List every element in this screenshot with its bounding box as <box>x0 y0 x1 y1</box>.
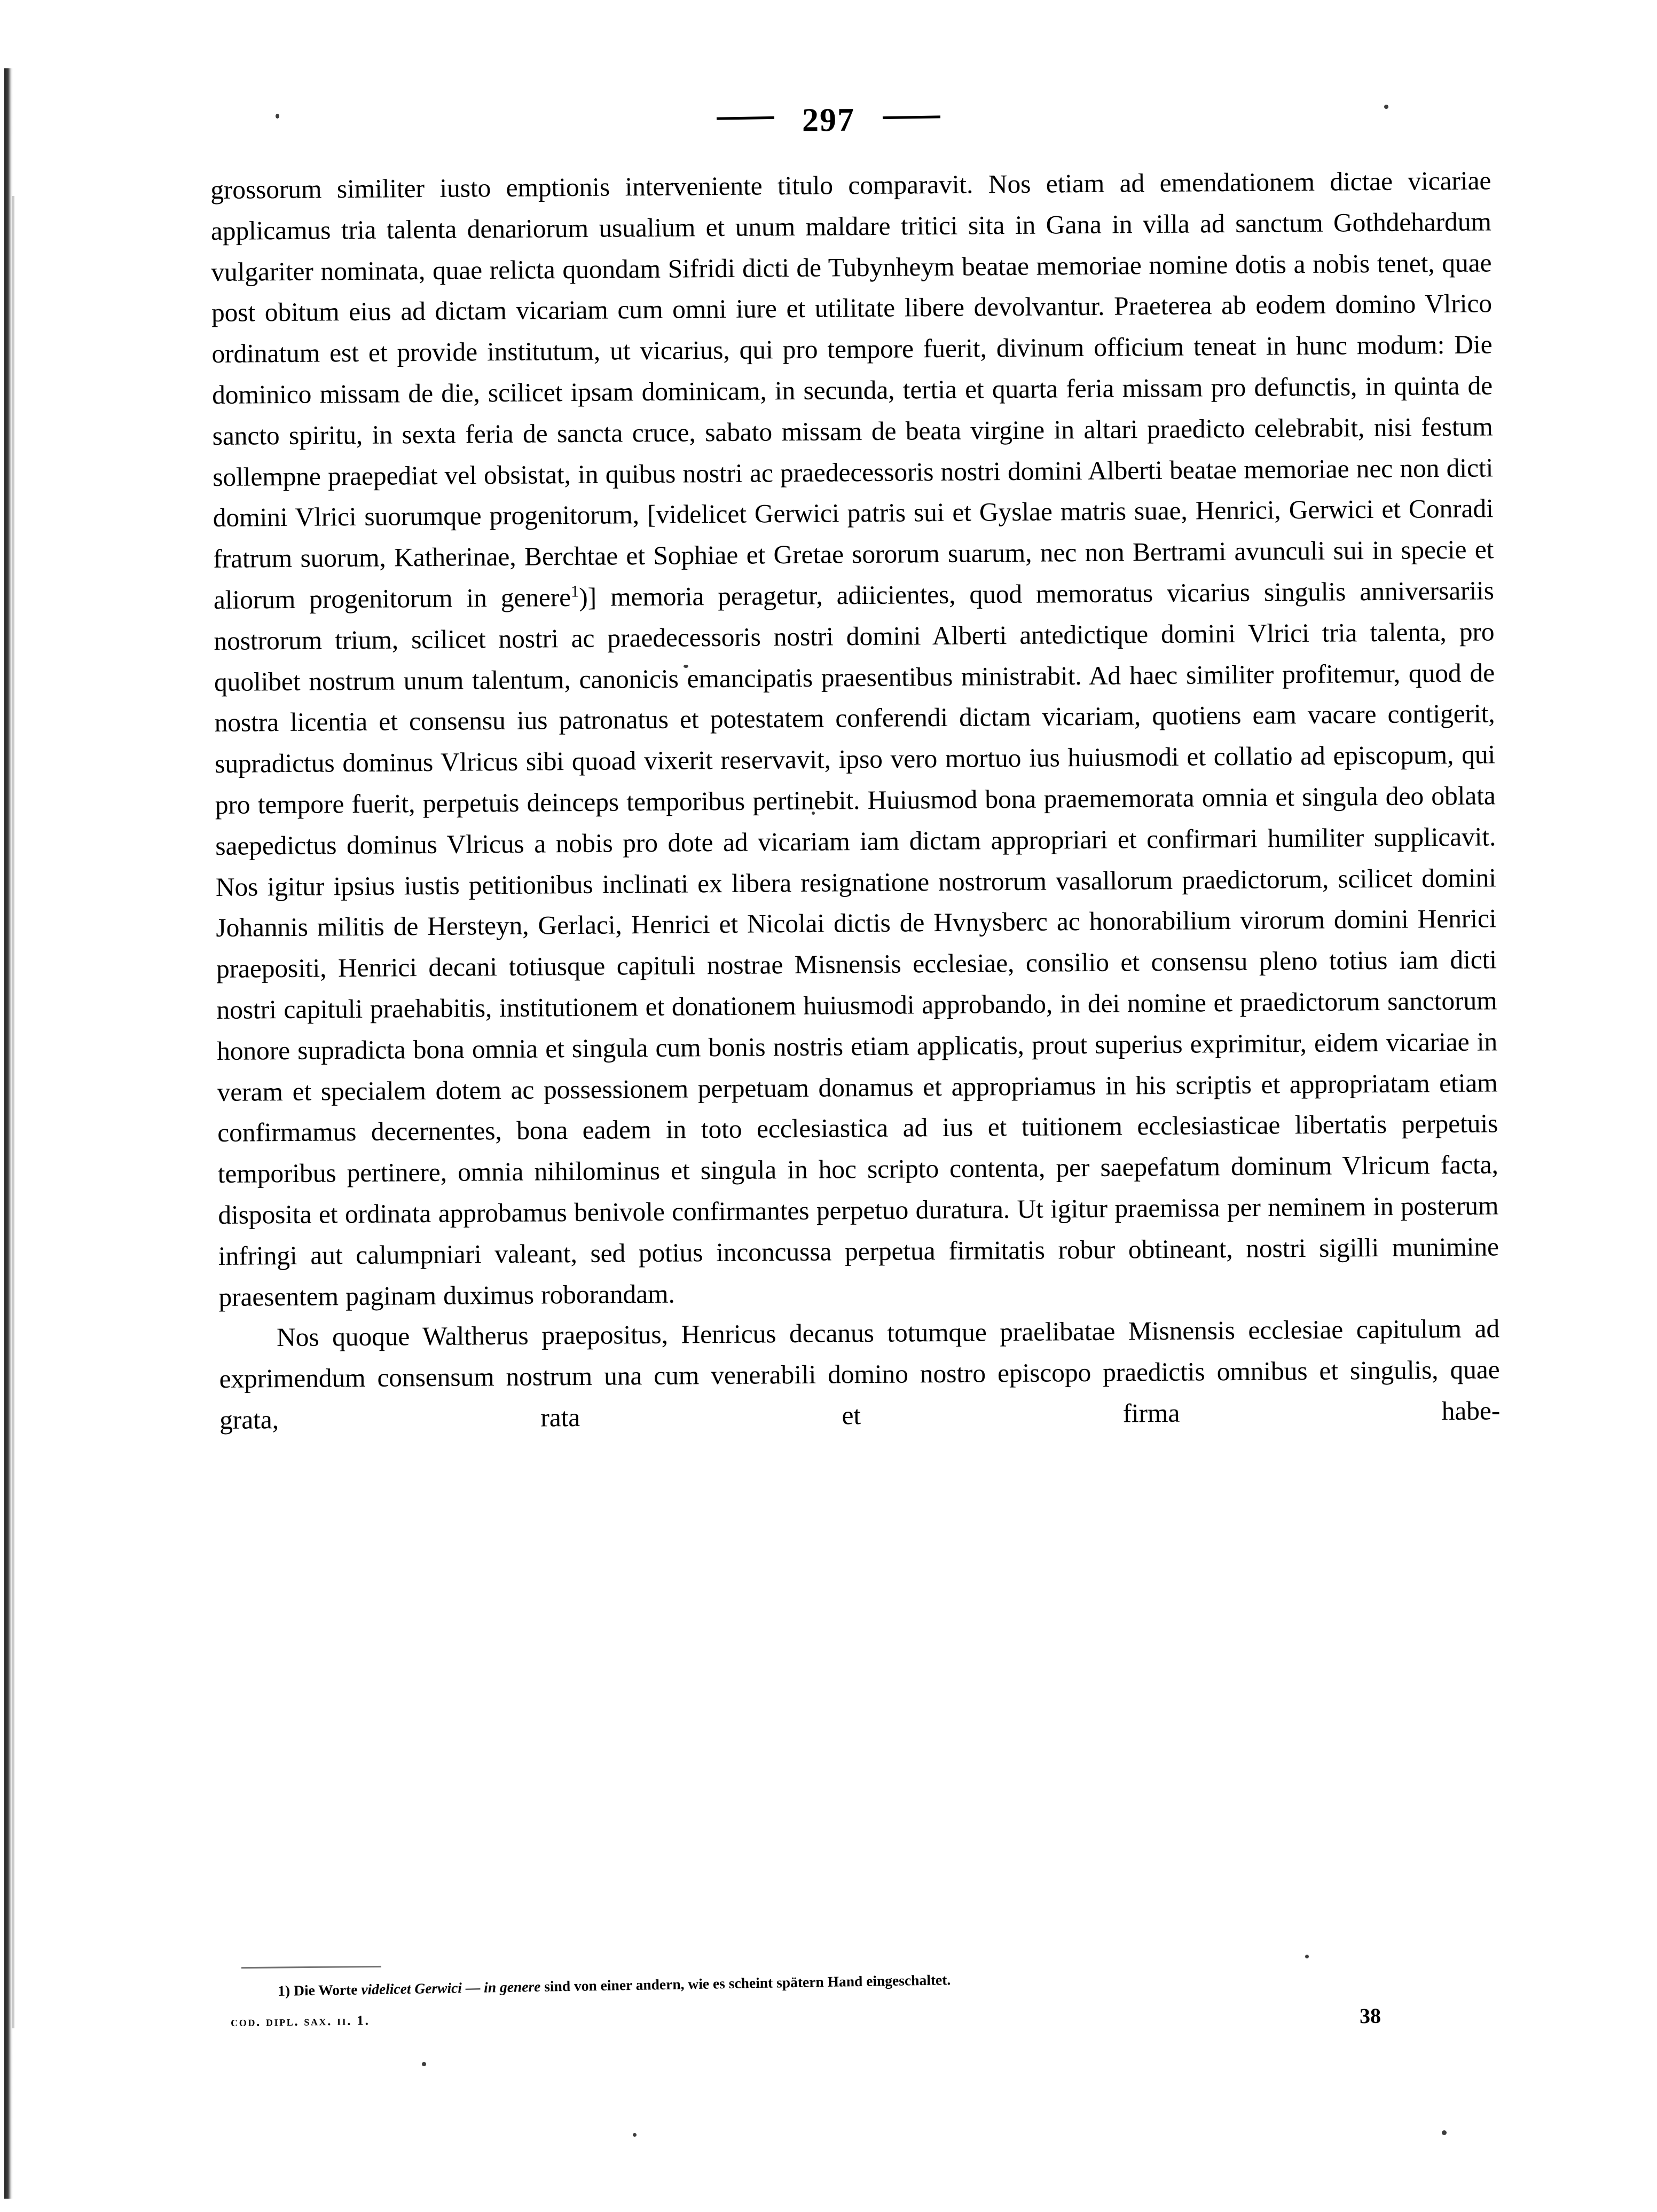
volume-colophon <box>231 2012 370 2030</box>
footnote-lead-text: Die Worte <box>289 1981 362 1999</box>
volume-colophon-text: cod. dipl. sax. ii. 1. <box>231 2012 370 2029</box>
scan-speck <box>422 2062 426 2066</box>
folio-number-group <box>717 101 940 140</box>
page-number: 297 <box>802 101 855 139</box>
footnote-italic-phrase-a: videlicet Gerwici <box>361 1979 462 1998</box>
footnote-marker: 1) <box>278 1982 290 1999</box>
paragraph-capitulum-consent <box>219 1309 1501 1441</box>
scan-speck <box>633 2133 637 2137</box>
scan-speck <box>1305 1955 1309 1958</box>
page-header <box>0 97 1657 143</box>
charter-text-before-footnote: grossorum similiter iusto emptionis interveniente titulo comparavit. Nos etiam ad emendationem dictae vicariae applicamus tria talenta denariorum usualium et unum maldare tritici sita in Gana in villa ad sanctum Gothdehardum vulgariter nominata, quae relicta quondam Sifridi dicti de Tubynheym beatae memoriae nomine dotis a nobis tenet, quae post obitum eius ad dictam vicariam cum omni iure et utilitate libere devolvantur. Praeterea ab eodem domino Vlrico ordinatum est et provide institutum, ut vicarius, qui pro tempore fuerit, divinum officium teneat in hunc modum: Die dominico missam de die, scilicet ipsam dominicam, in secunda, tertia et quarta feria missam pro defunctis, in quinta de sancto spiritu, in sexta feria de sancta cruce, sabato missam de beata virgine in altari praedicto celebrabit, nisi festum sollempne praepediat vel obsistat, in quibus nostri ac praedecessoris nostri domini Alberti beatae memoriae nec non dicti domini Vlrici suorumque progenitorum, [videlicet Gerwici patris sui et Gyslae matris suae, Henrici, Gerwici et Conradi fratrum suorum, Katherinae, Berchtae et Sophiae et Gretae sororum suarum, nec non Bertrami avunculi sui in specie et aliorum progenitorum in genere <box>210 166 1494 615</box>
scan-gutter-shadow <box>4 68 13 2199</box>
scan-speck <box>1442 2130 1447 2135</box>
footnote-dash: — <box>461 1979 484 1996</box>
footnote-tail-text: sind von einer andern, wie es scheint spätern Hand eingeschaltet. <box>540 1971 951 1995</box>
footnote-bracket-close: )] <box>579 582 597 612</box>
folio-rule-right <box>883 115 940 119</box>
footnote-reference-1[interactable]: 1 <box>570 582 579 601</box>
footnote-separator-rule <box>241 1966 381 1969</box>
paragraph-charter-body <box>210 160 1499 1318</box>
main-text-block <box>210 160 1500 1440</box>
capitulum-consent-text: Nos quoque Waltherus praepositus, Henricus decanus totumque praelibatae Misnensis ecclesiae capitulum ad exprimendum consensum nostrum una cum venerabili domino nostro episcopo praedictis omnibus et singulis, quae grata, rata et firma habe- <box>219 1313 1501 1435</box>
charter-text-after-footnote: memoria peragetur, adiicientes, quod memoratus vicarius singulis anniversariis nostrorum trium, scilicet nostri ac praedecessoris nostri domini Alberti antedictique domini Vlrici tria talenta, pro quolibet nostrum unum talentum, canonicis emancipatis praesentibus ministrabit. Ad haec similiter profitemur, quod de nostra licentia et consensu ius patronatus et potestatem conferendi dictam vicariam, quotiens eam vacare contigerit, supradictus dominus Vlricus sibi quoad vixerit reservavit, ipso vero mortuo ius huiusmodi et collatio ad episcopum, qui pro tempore fuerit, perpetuis deinceps temporibus pertinebit. Huiusmod bona praememorata omnia et singula deo oblata saepedictus dominus Vlricus a nobis pro dote ad vicariam iam dictam appropriari et confirmari humiliter supplicavit. Nos igitur ipsius iustis petitionibus inclinati ex libera resignatione nostrorum vasallorum praedictorum, scilicet domini Johannis militis de Hersteyn, Gerlaci, Henrici et Nicolai dictis de Hvnysberc ac honorabilium virorum domini Henrici praepositi, Henrici decani totiusque capituli nostrae Misnensis ecclesiae, consilio et consensu pleno totius iam dicti nostri capituli praehabitis, institutionem et donationem huiusmodi approbando, in dei nomine et praedictorum sanctorum honore supradicta bona omnia et singula cum bonis nostris etiam applicatis, prout superius exprimitur, eidem vicariae in veram et specialem dotem ac possessionem perpetuam donamus et appropriamus in his scriptis et appropriatam etiam confirmamus decernentes, bona eadem in toto ecclesiastica ad ius et tuitionem ecclesiasticae libertatis perpetuis temporibus pertinere, omnia nihilominus et singula in hoc scripto contenta, per saepefatum dominum Vlricum facta, disposita et ordinata approbamus benivole confirmantes perpetuo duratura. Ut igitur praemissa per neminem in posterum infringi aut calumpniari valeant, sed potius inconcussa perpetua firmitatis robur obtineant, nostri sigilli munimine praesentem paginam duximus roborandam. <box>214 576 1499 1312</box>
footnote-italic-phrase-b: in genere <box>483 1978 541 1996</box>
folio-rule-left <box>717 116 774 120</box>
footnote-1 <box>278 1964 1371 2000</box>
printer-signature-mark: 38 <box>1359 2003 1381 2028</box>
